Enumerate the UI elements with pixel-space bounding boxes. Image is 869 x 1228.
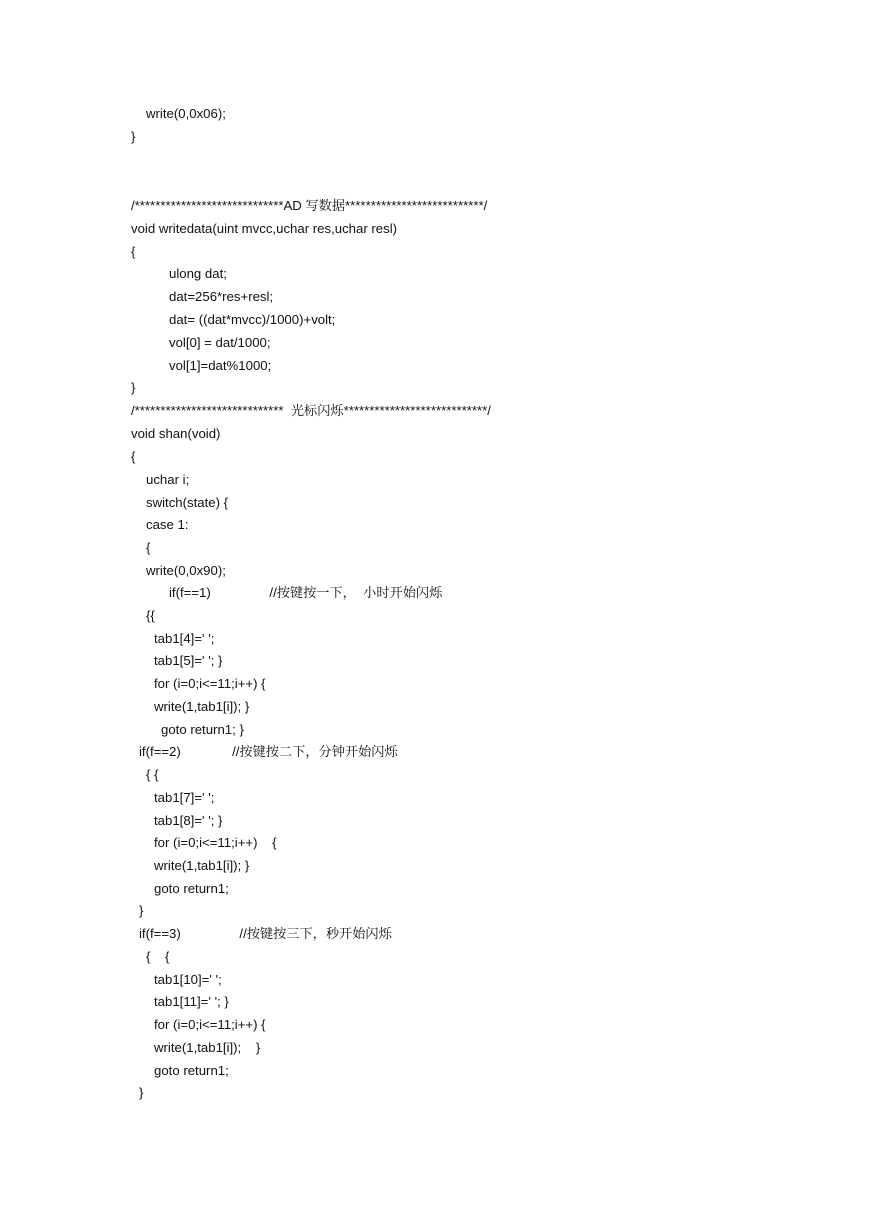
- code-line: uchar i;: [146, 472, 190, 487]
- code-line: dat=256*res+resl;: [169, 289, 274, 304]
- code-line: write(1,tab1[i]); }: [154, 858, 250, 873]
- code-line: case 1:: [146, 517, 189, 532]
- code-line: { {: [146, 767, 159, 782]
- code-line: }: [131, 380, 136, 395]
- code-line: { {: [146, 949, 170, 964]
- code-line: }: [131, 129, 136, 144]
- code-line: if(f==2) //按键按二下，分钟开始闪烁: [139, 744, 398, 759]
- code-line: {: [146, 540, 151, 555]
- code-line: for (i=0;i<=11;i++) {: [154, 676, 266, 691]
- code-line: switch(state) {: [146, 495, 229, 510]
- code-line: ulong dat;: [169, 266, 227, 281]
- code-line: tab1[10]=' ';: [154, 972, 222, 987]
- code-line: }: [139, 903, 144, 918]
- code-line: write(1,tab1[i]); }: [154, 699, 250, 714]
- code-line: write(1,tab1[i]); }: [154, 1040, 261, 1055]
- code-line: vol[0] = dat/1000;: [169, 335, 271, 350]
- code-line: {: [131, 244, 136, 259]
- code-line: dat= ((dat*mvcc)/1000)+volt;: [169, 312, 336, 327]
- code-line: tab1[4]=' ';: [154, 631, 215, 646]
- code-line: tab1[5]=' '; }: [154, 653, 223, 668]
- code-line: goto return1; }: [161, 722, 244, 737]
- code-line: /*****************************AD 写数据***************************/: [131, 198, 488, 213]
- code-line: write(0,0x06);: [146, 106, 226, 121]
- code-line: if(f==1) //按键按一下， 小时开始闪烁: [169, 585, 443, 600]
- code-line: tab1[11]=' '; }: [154, 994, 229, 1009]
- code-line: write(0,0x90);: [146, 563, 226, 578]
- code-line: {: [131, 449, 136, 464]
- code-line: tab1[7]=' ';: [154, 790, 215, 805]
- code-line: if(f==3) //按键按三下，秒开始闪烁: [139, 926, 392, 941]
- code-line: tab1[8]=' '; }: [154, 813, 223, 828]
- code-line: goto return1;: [154, 1063, 229, 1078]
- code-line: }: [139, 1085, 144, 1100]
- code-line: goto return1;: [154, 881, 229, 896]
- code-line: {{: [146, 608, 155, 623]
- code-line: void writedata(uint mvcc,uchar res,uchar resl): [131, 221, 398, 236]
- code-line: /***************************** 光标闪烁****************************/: [131, 403, 491, 418]
- code-line: vol[1]=dat%1000;: [169, 358, 272, 373]
- code-line: for (i=0;i<=11;i++) {: [154, 835, 277, 850]
- code-line: void shan(void): [131, 426, 221, 441]
- code-line: for (i=0;i<=11;i++) {: [154, 1017, 266, 1032]
